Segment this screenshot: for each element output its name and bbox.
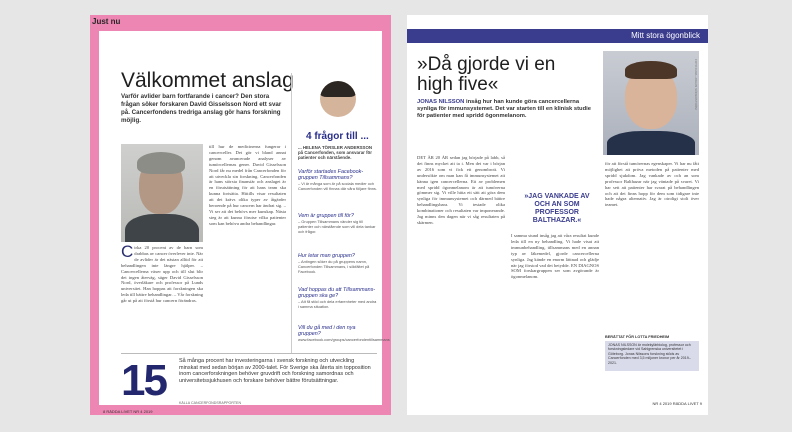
section-label: Mitt stora ögonblick — [631, 31, 700, 40]
photo-hair — [625, 61, 677, 79]
fact-number: 15 — [121, 356, 166, 405]
deck-name: JONAS NILSSON — [417, 99, 465, 105]
photo-body — [125, 214, 199, 242]
page-footer: NR 4 2019 RÄDDA LIVET 9 — [652, 401, 702, 406]
answer: – Antingen söker du på gruppens namn, Cancerfonden Tillsammans, i sökfältet på Facebook. — [298, 259, 370, 274]
interview-sidebar — [291, 73, 390, 353]
qa-item — [298, 169, 378, 192]
researcher-photo — [121, 144, 203, 242]
qa-item — [298, 287, 378, 310]
magazine-spread — [90, 15, 708, 415]
info-box: JONAS NILSSON är molekylärbiolog, professor och forskningsledare vid Sahlgrenska universitetet i Göteborg. Jonas Nilssons forskning stöds av Cancerfonden med 3,5 miljoner kronor per år 2019–2021. — [605, 341, 699, 371]
answer: – Att få stöd och dela erfarenheter med andra i samma situation. — [298, 299, 377, 310]
article-title: Välkommet anslag — [121, 69, 294, 92]
photo-hair — [137, 152, 185, 174]
answer: – Gruppen Tillsammans vänder sig till patienter och närstående som vill dela tankar och frågor. — [298, 219, 376, 234]
question: Hur letar man gruppen? — [298, 253, 355, 259]
body-column-1: DET ÄR 20 ÅR sedan jag började på labb, så det finns mycket att ta i. Men det var i början av 2016 som vi fick ett genombrott. Vi undersökte om man kan få immunsystemet att känna igen cancercellerna. Ett av problemen med spridd ögonmelanom är att tumörerna gömmer sig. Vi ville hitta ett sätt att göra dem synliga för immunsystemet och därmed bättre behandlingsbara. Vi testade olika kombinationer och resultaten var imponerande. Jag minns den dagen när vi såg resultaten på skärmen. — [417, 155, 505, 225]
fact-text: Så många procent har investeringarna i svensk forskning och utveckling minskat med sedan början av 2000-talet. För Sverige ska återta sin topposition inom cancerforskningen behöver gruvdrift och forskning samordnas och universitetssjukhusen och forskare behöver bättre förutsättningar. — [179, 358, 371, 384]
fact-source: KÄLLA CANCERFONDSRAPPORTEN — [179, 401, 242, 405]
researcher-photo — [603, 51, 699, 155]
question: Vem är gruppen till för? — [298, 213, 354, 219]
page-footer: 8 RÄDDA LIVET NR 4 2019 — [103, 409, 153, 414]
pull-quote: »JAG VANKADE AV OCH AN SOM PROFESSOR BALTHAZAR.« — [524, 193, 590, 224]
question: Varför startades Facebook-gruppen Tillsammans? — [298, 169, 364, 182]
qa-item — [298, 253, 378, 275]
article-title: »Då gjorde vi en high five« — [417, 54, 556, 95]
answer: – Vi är många som är på sociala medier och Cancerfonden vill finnas där våra följare finns. — [298, 181, 377, 192]
right-page — [407, 15, 708, 415]
article-deck — [417, 99, 599, 121]
sidebar-subtitle: ... HELENA TÖRSLER ANDERSSON på Cancerfonden, som ansvarar för patienter och närstående. — [298, 145, 373, 161]
answer: www.facebook.com/groups/cancerfondentillsammans — [298, 337, 390, 343]
left-page — [90, 15, 391, 415]
body-column-2: I samma stund insåg jag att våra resultat kunde leda till en ny behandling. Vi hade visat att immunbehandling, tillsammans med en annan typ av läkemedel, gjorde cancercellerna synliga. Jag kände en enorm lättnad och glädje när jag förstod vad det betydde. EN DIAGNOS SOM forskargruppen ser som avgörande är ögonmelanom. — [511, 233, 599, 280]
photo-credit: FOTO CARL-JOHAN SÖDERSTRÖM — [694, 59, 698, 110]
body-text-1: irka 20 procent av de barn som drabbas av cancer överlever inte. När de avlider är det nästan alltid för att behandlingen inte längre hjälper. – Cancercellerna växer upp och till slut blir det ingen återväg, säger David Gisselsson Nord, överläkare och professor på Lunds universitet. Han hoppas att forskningen ska leda till bättre behandlingar. – Vår forskning går ut på att förstå hur cancern förändras. — [121, 245, 203, 304]
qa-item — [298, 213, 378, 235]
deck-text: insåg hur han kunde göra cancercellerna synliga för immunsystemet. Det var starten till en klinisk studie för patienter med spridd ögonmelanom. — [417, 99, 591, 120]
photo-body — [607, 131, 695, 155]
photo-hair — [320, 81, 356, 97]
question: Vill du gå med i den nya gruppen? — [298, 325, 356, 338]
qa-item — [298, 325, 390, 343]
byline: BERÄTTAT FÖR LOTTA FRIEDHEIM — [605, 335, 670, 339]
interviewee-photo — [320, 81, 356, 117]
article-deck: Varför avlider barn fortfarande i cancer? Den stora frågan söker forskaren David Gisselsson Nord ett svar på. Cancerfondens tredriga anslag gör hans forskning möjlig. — [121, 93, 282, 124]
left-page-content — [99, 31, 390, 414]
question: Vad hoppas du att Tillsammans-gruppen ska ge? — [298, 287, 376, 300]
body-column-2: till hur de medicinerna fungerar i cancerceller. Det gör vi bland annat genom avancerade analyser av tumörcellernas gener. David Gisselsson Nord får nu medel från Cancerfonden för att utveckla sin forskning. Cancerfonden är hans största finansiär och anslaget är en förutsättning för att hans team ska kunna fortsätta. Hittills visar resultaten att det krävs olika typer av åtgärder beroende på hur cancern har ändrat sig. – Vi ser att det behövs mer kunskap. Nästa steg är att kunna förutse vilka patienter som kan behöva andra behandlingar. — [209, 144, 286, 226]
section-label: Just nu — [92, 17, 121, 26]
body-column-3: för att förstå tumörernas egenskaper. Vi har nu fått möjlighet att pröva metoden på patienter med spridd sjukdom. Jag vankade av och an som professor Balthazar när jag väntade på svaret. Vi har sett att patienter har svarat på behandlingen och att det finns hopp för dem som tidigare inte hade några alternativ. Jag är otroligt stolt över teamet. — [605, 161, 699, 208]
fact-box — [121, 353, 377, 407]
body-column-1 — [121, 245, 203, 345]
drop-cap: C — [121, 245, 134, 261]
sidebar-title: 4 frågor till ... — [306, 131, 369, 142]
